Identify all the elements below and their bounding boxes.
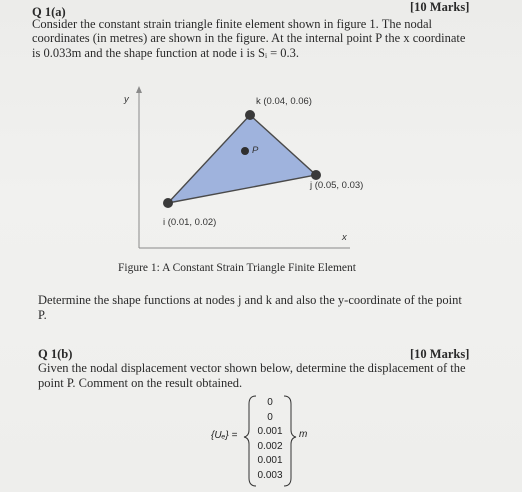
q1b-text-line1: Given the nodal displacement vector shown below, determine the displacement of the [38,361,466,375]
vector-entry: 0.003 [257,469,283,481]
vector-entry: 0.001 [257,426,283,437]
displacement-vector-label: {Uₑ} = [211,430,238,441]
vector-entry: 0.002 [257,440,283,452]
q1b-marks: [10 Marks] [410,347,470,361]
q1b-heading: Q 1(b) [38,347,73,361]
task-text-line1: Determine the shape functions at nodes j and k and also the y-coordinate of the point [38,293,462,307]
q1a-text-line2: coordinates (in metres) are shown in the figure. At the internal point P the x coordinate [32,31,466,45]
vector-unit: m [299,429,308,440]
vector-entry: 0 [267,411,273,423]
node-j-label: j (0.05, 0.03) [310,180,364,191]
vector-entry: 0 [267,397,273,408]
node-i-label: i (0.01, 0.02) [163,217,217,228]
q1a-text-line1: Consider the constant strain triangle finite element shown in figure 1. The nodal [32,17,433,31]
node-k-label: k (0.04, 0.06) [256,96,312,107]
point-p-label: P [252,145,259,156]
figure-caption: Figure 1: A Constant Strain Triangle Finite Element [118,262,356,274]
task-text-line2: P. [38,308,47,322]
q1a-heading: Q 1(a) [32,5,66,19]
q1a-marks: [10 Marks] [410,0,470,14]
displacement-vector [250,396,290,483]
q1b-text-line2: point P. Comment on the result obtained. [38,376,243,390]
vector-entry: 0.001 [257,455,283,466]
y-axis-label: y [124,94,129,105]
x-axis-label: x [342,232,347,243]
q1a-text-line3: is 0.033m and the shape function at node i is Sᵢ = 0.3. [32,46,300,60]
